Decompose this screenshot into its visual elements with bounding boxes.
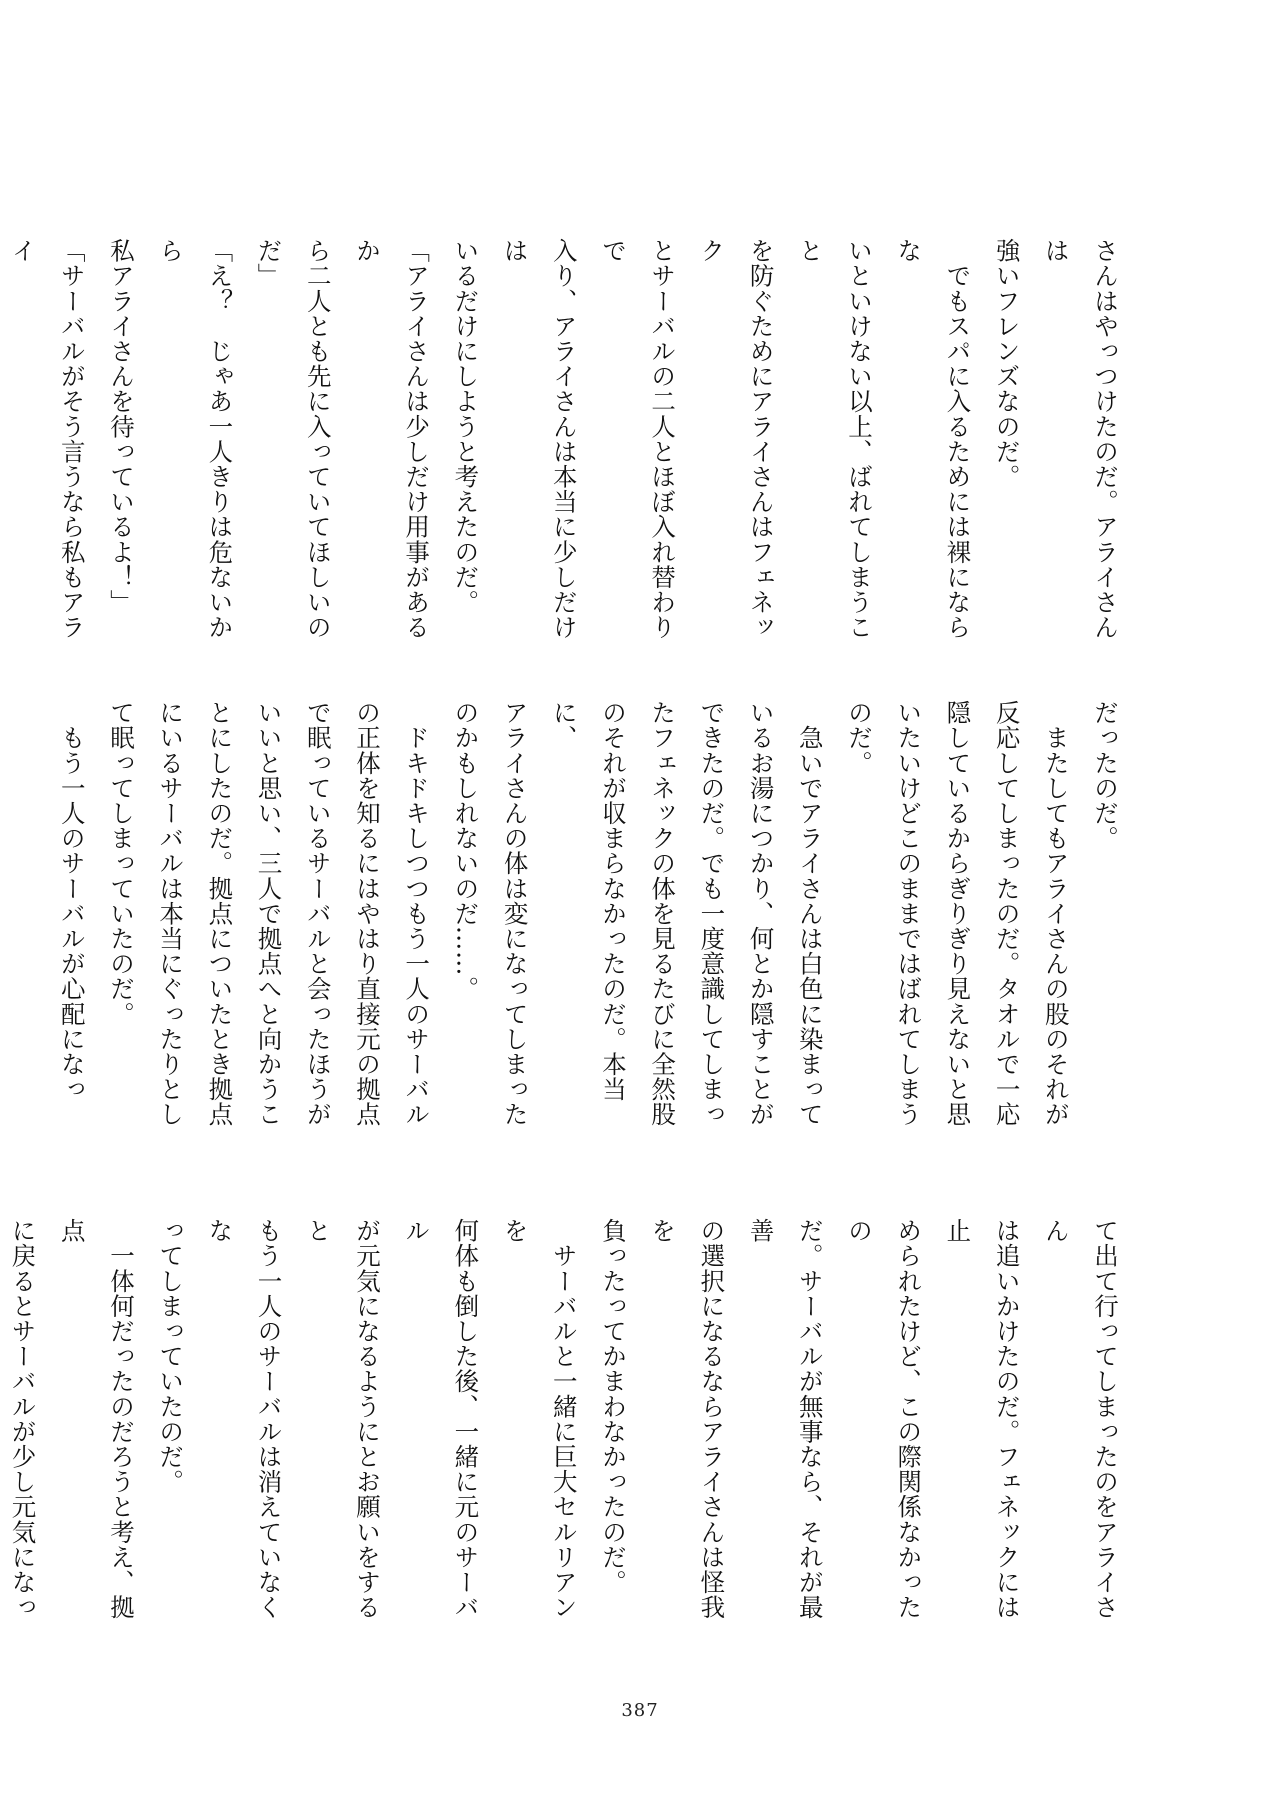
text-line: でもスパに入るためには裸にならな <box>894 238 973 640</box>
text-line: 急いでアライさんは白色に染まって <box>795 700 825 1127</box>
text-line: またしてもアライさんの股のそれが <box>1041 700 1071 1127</box>
text-line: て眠ってしまっていたのだ。 <box>106 700 136 1027</box>
text-line: もう一人のサーバルは消えていなくな <box>205 1218 284 1620</box>
text-line: ドキドキしつつもう一人のサーバル <box>402 700 432 1127</box>
text-line: ってしまっていたのだ。 <box>156 1218 186 1495</box>
text-line: のだ。 <box>844 700 874 776</box>
text-line: 一体何だったのだろうと考え、拠点 <box>57 1218 136 1620</box>
text-line: 負ったってかまわなかったのだ。 <box>598 1218 628 1595</box>
text-line: とサーバルの二人とほぼ入れ替わりで <box>598 238 678 640</box>
text-line: いたいけどこのままではばれてしまう <box>894 700 924 1127</box>
text-line: サーバルと一緒に巨大セルリアンを <box>500 1218 579 1620</box>
text-line: 私アライさんを待っているよ！」 <box>106 238 136 615</box>
text-block-middle <box>57 700 1130 1130</box>
text-block-bottom <box>8 1218 1130 1628</box>
text-line: 入り、アライさんは本当に少しだけは <box>500 238 579 640</box>
page-number: 387 <box>621 1700 659 1721</box>
text-line: いるお湯につかり、何とか隠すことが <box>746 700 776 1127</box>
text-line: にいるサーバルは本当にぐったりとし <box>156 700 186 1127</box>
text-line: もう一人のサーバルが心配になっ <box>57 700 87 1102</box>
text-line: アライさんの体は変になってしまった <box>500 700 530 1127</box>
text-line: 反応してしまったのだ。タオルで一応 <box>992 700 1022 1127</box>
text-line: いるだけにしようと考えたのだ。 <box>451 238 481 615</box>
text-line: で眠っているサーバルと会ったほうが <box>303 700 333 1127</box>
text-line: 何体も倒した後、一緒に元のサーバル <box>402 1218 481 1620</box>
text-block-top <box>8 238 1130 648</box>
text-line: は追いかけたのだ。フェネックには止 <box>943 1218 1022 1620</box>
text-line: できたのだ。でも一度意識してしまっ <box>697 700 727 1127</box>
text-line: ら二人とも先に入っていてほしいのだ」 <box>254 238 333 640</box>
text-line: が元気になるようにとお願いをすると <box>303 1218 382 1620</box>
text-line: 「え？ じゃあ一人きりは危ないから <box>156 238 235 640</box>
text-line: て出て行ってしまったのをアライさん <box>1041 1218 1120 1620</box>
text-line: いといけない以上、ばれてしまうこと <box>795 238 874 640</box>
text-line: 「アライさんは少しだけ用事があるか <box>352 238 432 640</box>
text-line: のそれが収まらなかったのだ。本当に、 <box>549 700 628 1102</box>
text-line: 「サーバルがそう言うなら私もアライ <box>8 238 87 640</box>
text-line: いいと思い、三人で拠点へと向かうこ <box>254 700 284 1127</box>
text-line: 隠しているからぎりぎり見えないと思 <box>943 700 973 1127</box>
text-line: とにしたのだ。拠点についたとき拠点 <box>205 700 235 1127</box>
text-line: められたけど、この際関係なかったの <box>844 1218 924 1620</box>
text-line: さんはやっつけたのだ。アライさんは <box>1041 238 1120 640</box>
text-line: だったのだ。 <box>1091 700 1120 851</box>
text-line: 強いフレンズなのだ。 <box>992 238 1022 489</box>
text-line: の選択になるならアライさんは怪我を <box>648 1218 727 1620</box>
text-line: たフェネックの体を見るたびに全然股 <box>648 700 678 1127</box>
text-line: に戻るとサーバルが少し元気になっ <box>8 1218 38 1620</box>
text-line: を防ぐためにアライさんはフェネック <box>697 238 776 640</box>
text-line: だ。サーバルが無事なら、それが最善 <box>746 1218 825 1620</box>
text-line: の正体を知るにはやはり直接元の拠点 <box>352 700 382 1127</box>
text-line: のかもしれないのだ……。 <box>451 700 481 1002</box>
